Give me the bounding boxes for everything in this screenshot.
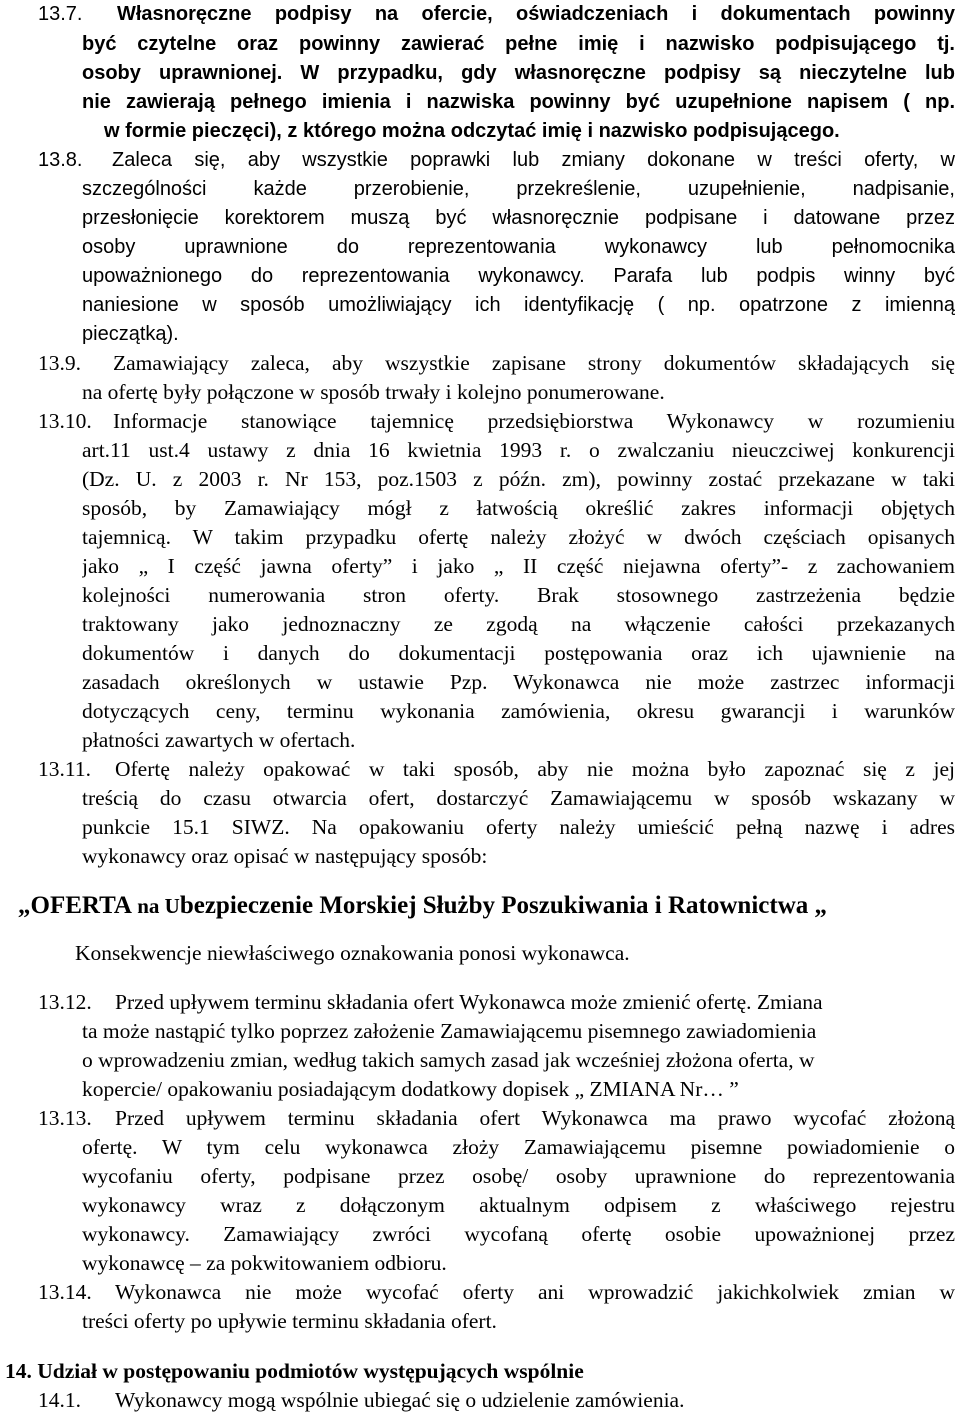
- section-13-11-line-1: Ofertę należy opakować w taki sposób, aby nie można było zapoznać się z jej: [115, 759, 955, 781]
- section-13-10-line-12: płatności zawartych w ofertach.: [82, 728, 356, 752]
- section-number-13-8: 13.8.: [38, 149, 83, 171]
- section-number-13-14: 13.14.: [38, 1280, 92, 1304]
- section-13-10-line-6: jako „ I część jawna oferty” i jako „ II część niejawna oferty”- z zachowaniem: [82, 556, 955, 578]
- section-number-14-1: 14.1.: [38, 1388, 81, 1412]
- section-13-11-line-3: punkcie 15.1 SIWZ. Na opakowaniu oferty należy umieścić pełną nazwę i adres: [82, 817, 955, 839]
- section-13-14-line-2: treści oferty po upływie terminu składania ofert.: [82, 1309, 497, 1333]
- section-13-12-line-1: Przed upływem terminu składania ofert Wykonawca może zmienić ofertę. Zmiana: [115, 990, 823, 1014]
- section-13-13-line-5: wykonawcy. Zamawiający zwróci wycofaną ofertę osobie upoważnionej przez: [82, 1224, 955, 1246]
- section-13-12-line-2: ta może nastąpić tylko poprzez założenie Zamawiającemu pisemnego zawiadomienia: [82, 1019, 817, 1043]
- section-13-8-line-4: osoby uprawnione do reprezentowania wykonawcy lub pełnomocnika: [82, 237, 955, 258]
- section-13-11-line-2: treścią do czasu otwarcia ofert, dostarczyć Zamawiającemu w sposób wskazany w: [82, 788, 955, 810]
- section-13-7-line-1: Własnoręczne podpisy na ofercie, oświadczeniach i dokumentach powinny: [117, 4, 955, 25]
- section-13-8-line-1: Zaleca się, aby wszystkie poprawki lub zmiany dokonane w treści oferty, w: [112, 150, 955, 171]
- section-13-13-line-4: wykonawcy wraz z dołączonym aktualnym odpisem z właściwego rejestru: [82, 1195, 955, 1217]
- section-number-13-13: 13.13.: [38, 1106, 92, 1130]
- section-13-14-line-1: Wykonawca nie może wycofać oferty ani wprowadzić jakichkolwiek zmian w: [115, 1282, 955, 1304]
- section-13-7-line-3: osoby uprawnionej. W przypadku, gdy własnoręczne podpisy są nieczytelne lub: [82, 63, 955, 84]
- section-13-10-line-8: traktowany jako jednoznaczny ze zgodą na włączenie całości przekazanych: [82, 614, 955, 636]
- section-13-8-line-2: szczególności każde przerobienie, przekreślenie, uzupełnienie, nadpisanie,: [82, 179, 955, 200]
- offer-label: [18, 893, 827, 918]
- section-number-13-10: 13.10.: [38, 409, 92, 433]
- section-13-9-line-2: na ofertę były połączone w sposób trwały i kolejno ponumerowane.: [82, 380, 665, 404]
- section-number-13-12: 13.12.: [38, 990, 92, 1014]
- section-13-13-line-2: ofertę. W tym celu wykonawca złoży Zamawiającemu pisemne powiadomienie o: [82, 1137, 955, 1159]
- section-13-8-line-5: upoważnionego do reprezentowania wykonawcy. Parafa lub podpis winny być: [82, 266, 955, 287]
- section-13-13-line-1: Przed upływem terminu składania ofert Wykonawca ma prawo wycofać złożoną: [115, 1108, 955, 1130]
- section-13-10-line-2: art.11 ust.4 ustawy z dnia 16 kwietnia 1993 r. o zwalczaniu nieuczciwej konkurencji: [82, 440, 955, 462]
- section-13-11-line-4: wykonawcy oraz opisać w następujący sposób:: [82, 844, 488, 868]
- section-number-13-11: 13.11.: [38, 757, 91, 781]
- section-13-13-line-3: wycofaniu oferty, podpisane przez osobę/ osoby uprawnione do reprezentowania: [82, 1166, 955, 1188]
- section-13-10-line-4: sposób, by Zamawiający mógł z łatwością określić zakres informacji objętych: [82, 498, 955, 520]
- section-13-7-line-4: nie zawierają pełnego imienia i nazwiska powinny być uzupełnione napisem ( np.: [82, 92, 955, 113]
- section-number-13-9: 13.9.: [38, 351, 81, 375]
- section-13-7-line-2: być czytelne oraz powinny zawierać pełne imię i nazwisko podpisującego tj.: [82, 34, 955, 55]
- offer-label-oferta: OFERTA: [30, 892, 132, 919]
- section-13-8-line-7: pieczątką).: [82, 323, 179, 345]
- section-13-10-line-7: kolejności numerowania stron oferty. Brak stosownego zastrzeżenia będzie: [82, 585, 955, 607]
- section-14-1-text: Wykonawcy mogą wspólnie ubiegać się o udzielenie zamówienia.: [115, 1388, 685, 1412]
- offer-label-u: U: [164, 894, 180, 918]
- section-13-10-line-5: tajemnicą. W takim przypadku ofertę należy złożyć w dwóch częściach opisanych: [82, 527, 955, 549]
- section-13-10-line-10: zasadach określonych w ustawie Pzp. Wykonawca nie może zastrzec informacji: [82, 672, 955, 694]
- section-13-8-line-6: naniesione w sposób umożliwiający ich identyfikację ( np. opatrzone z imienną: [82, 295, 955, 316]
- section-13-8-line-3: przesłonięcie korektorem muszą być własnoręcznie podpisane i datowane przez: [82, 208, 955, 229]
- offer-label-rest: bezpieczenie Morskiej Służby Poszukiwania i Ratownictwa „: [179, 892, 827, 919]
- offer-label-na: na: [131, 894, 165, 918]
- section-13-10-line-11: dotyczących ceny, terminu wykonania zamówienia, okresu gwarancji i warunków: [82, 701, 955, 723]
- section-13-9-line-1: Zamawiający zaleca, aby wszystkie zapisane strony dokumentów składających się: [113, 353, 955, 375]
- section-13-10-line-9: dokumentów i danych do dokumentacji postępowania oraz ich ujawnienie na: [82, 643, 955, 665]
- section-13-7-line-5: w formie pieczęci), z którego można odczytać imię i nazwisko podpisującego.: [104, 120, 840, 142]
- offer-label-open-quote: „: [18, 892, 31, 919]
- section-number-13-7: 13.7.: [38, 3, 83, 25]
- section-13-12-line-4: kopercie/ opakowaniu posiadającym dodatkowy dopisek „ ZMIANA Nr… ”: [82, 1077, 739, 1101]
- section-13-10-line-1: Informacje stanowiące tajemnicę przedsiębiorstwa Wykonawcy w rozumieniu: [113, 411, 955, 433]
- consequence-note: Konsekwencje niewłaściwego oznakowania ponosi wykonawca.: [75, 941, 630, 965]
- section-13-10-line-3: (Dz. U. z 2003 r. Nr 153, poz.1503 z późn. zm), powinny zostać przekazane w taki: [82, 469, 955, 491]
- section-13-12-line-3: o wprowadzeniu zmian, według takich samych zasad jak wcześniej złożona oferta, w: [82, 1048, 815, 1072]
- section-13-13-line-6: wykonawcę – za pokwitowaniem odbioru.: [82, 1251, 447, 1275]
- section-heading-14: 14. Udział w postępowaniu podmiotów występujących wspólnie: [5, 1359, 584, 1383]
